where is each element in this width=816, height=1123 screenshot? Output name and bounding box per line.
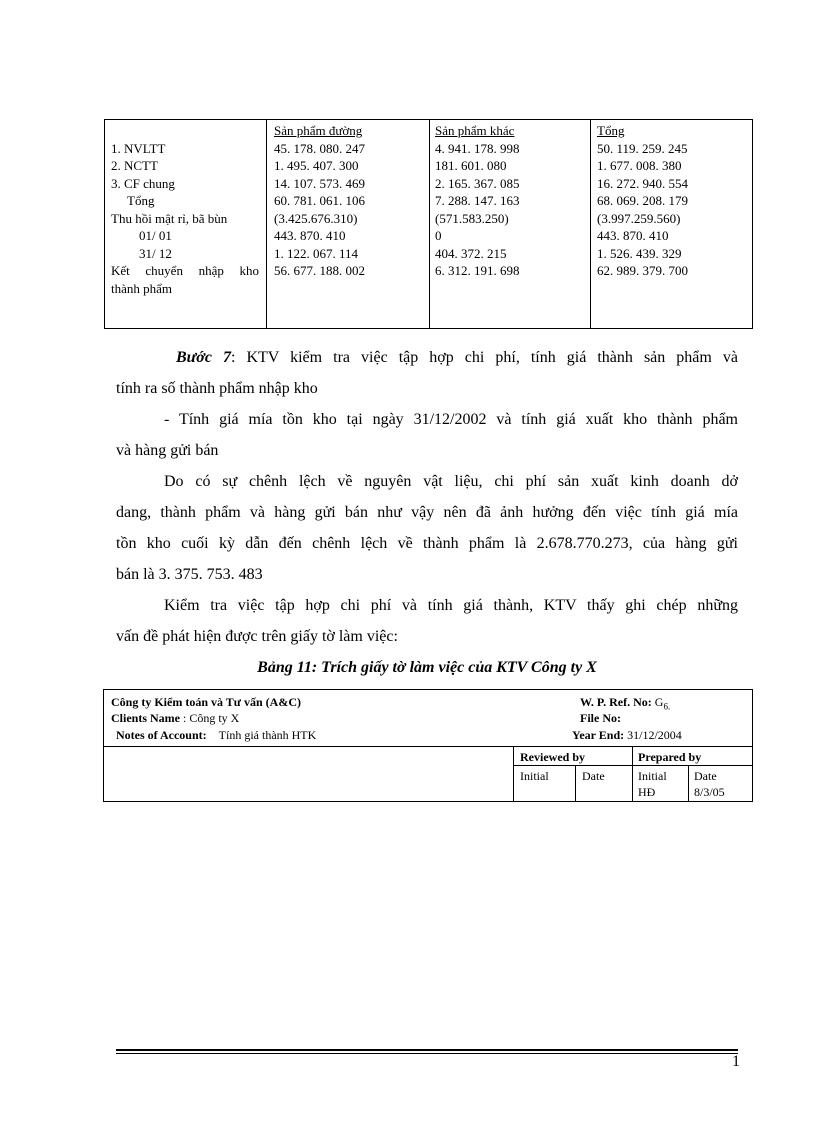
- row-label-tong: Tổng: [127, 193, 155, 208]
- column-divider: [590, 120, 591, 328]
- prepared-initial-value: HĐ: [638, 785, 656, 799]
- header-san-pham-khac: Sản phẩm khác: [435, 123, 515, 138]
- check-line1: Kiểm tra việc tập hợp chi phí và tính giá thành, KTV thấy ghi chép những: [164, 597, 738, 614]
- row-label-nctt: 2. NCTT: [111, 158, 158, 173]
- table-cell: 0: [435, 228, 442, 243]
- file-label: File No:: [580, 711, 621, 725]
- table-cell: 443. 870. 410: [597, 228, 669, 243]
- header-tong: Tổng: [597, 123, 625, 138]
- table-cell: 1. 495. 407. 300: [274, 158, 359, 173]
- divider: [513, 746, 514, 801]
- row-label-thanh-pham: thành phẩm: [111, 280, 173, 296]
- prepared-by-label: Prepared by: [638, 750, 702, 764]
- notes-label: Notes of Account:: [116, 728, 207, 742]
- clients-value: : Công ty X: [183, 711, 240, 725]
- divider: [513, 765, 752, 766]
- footer-rule: [116, 1049, 738, 1051]
- row-label-ket-chuyen: Kết chuyển nhập kho: [111, 263, 259, 278]
- table-cell: 45. 178. 080. 247: [274, 140, 365, 156]
- step7-label: Bước 7: [176, 349, 231, 366]
- step7-line1: : KTV kiểm tra việc tập hợp chi phí, tính giá thành sản phẩm và: [230, 349, 738, 366]
- cost-table: [104, 119, 753, 329]
- row-label-thu-hoi: Thu hồi mật rỉ, bã bùn: [111, 210, 228, 226]
- divider: [575, 765, 576, 801]
- table-cell: 7. 288. 147. 163: [435, 193, 520, 208]
- table-cell: 60. 781. 061. 106: [274, 193, 365, 208]
- diff-line3: tồn kho cuối kỳ dẫn đến chênh lệch về thành phẩm là 2.678.770.273, của hàng gửi: [116, 535, 738, 552]
- table-caption: Bảng 11: Trích giấy tờ làm việc của KTV Công ty X: [257, 659, 597, 676]
- check-paragraph: [116, 590, 738, 652]
- prepared-date-label: Date: [694, 769, 717, 783]
- table-cell: 1. 122. 067. 114: [274, 245, 359, 261]
- diff-line4: bán là 3. 375. 753. 483: [116, 566, 263, 583]
- workpaper-header-box: [103, 689, 753, 802]
- table-cell: (571.583.250): [435, 210, 509, 226]
- table-cell: 56. 677. 188. 002: [274, 263, 365, 278]
- row-label-0101: 01/ 01: [139, 228, 172, 243]
- divider: [688, 765, 689, 801]
- row-label-nvltt: 1. NVLTT: [111, 140, 166, 156]
- reviewed-by-label: Reviewed by: [520, 750, 585, 764]
- table-cell: 14. 107. 573. 469: [274, 175, 365, 191]
- notes-value: Tính giá thành HTK: [218, 728, 317, 742]
- reviewed-initial-label: Initial: [520, 769, 549, 783]
- table-cell: 6. 312. 191. 698: [435, 263, 520, 278]
- page-number: 1: [732, 1053, 740, 1070]
- reviewed-date-label: Date: [582, 769, 605, 783]
- table-cell: 404. 372. 215: [435, 245, 507, 261]
- table-cell: (3.425.676.310): [274, 210, 358, 226]
- table-cell: 68. 069. 208. 179: [597, 193, 688, 208]
- table-cell: (3.997.259.560): [597, 210, 681, 226]
- table-cell: 1. 677. 008. 380: [597, 158, 682, 173]
- row-label-cf-chung: 3. CF chung: [111, 175, 175, 191]
- year-label: Year End:: [572, 728, 625, 742]
- table-cell: 62. 989. 379. 700: [597, 263, 688, 278]
- header-san-pham-duong: Sản phẩm đường: [274, 123, 363, 138]
- ref-label: W. P. Ref. No:: [580, 695, 652, 709]
- table-cell: 2. 165. 367. 085: [435, 175, 520, 191]
- year-value: 31/12/2004: [627, 728, 682, 742]
- table-cell: 16. 272. 940. 554: [597, 175, 688, 191]
- column-divider: [266, 120, 267, 328]
- table-cell: 181. 601. 080: [435, 158, 507, 173]
- divider: [632, 746, 633, 801]
- bullet-line2: và hàng gửi bán: [116, 442, 219, 459]
- prepared-initial-label: Initial: [638, 769, 667, 783]
- column-divider: [429, 120, 430, 328]
- prepared-date-value: 8/3/05: [694, 785, 725, 799]
- ref-value: G: [654, 695, 664, 709]
- diff-line2: dang, thành phẩm và hàng gửi bán như vậy nên đã ảnh hưởng đến việc tính giá mía: [116, 504, 738, 521]
- footer-rule: [116, 1053, 738, 1054]
- table-cell: 50. 119. 259. 245: [597, 140, 688, 156]
- table-cell: 1. 526. 439. 329: [597, 245, 682, 261]
- company-name: Công ty Kiểm toán và Tư vấn (A&C): [111, 695, 301, 709]
- table-cell: 4. 941. 178. 998: [435, 140, 520, 156]
- row-label-3112: 31/ 12: [139, 245, 172, 261]
- ref-subscript: 6.: [663, 701, 671, 712]
- bullet-line1: - Tính giá mía tồn kho tại ngày 31/12/2002 và tính giá xuất kho thành phẩm: [164, 411, 738, 428]
- diff-line1: Do có sự chênh lệch về nguyên vật liệu, chi phí sản xuất kinh doanh dở: [164, 473, 738, 490]
- clients-label: Clients Name: [111, 711, 180, 725]
- step7-paragraph: [116, 342, 738, 404]
- step7-line2: tính ra số thành phẩm nhập kho: [116, 380, 318, 397]
- difference-paragraph: [116, 466, 738, 590]
- table-cell: 443. 870. 410: [274, 228, 346, 243]
- divider: [104, 746, 752, 747]
- check-line2: vấn đề phát hiện được trên giấy tờ làm việc:: [116, 628, 398, 645]
- bullet-paragraph: [116, 404, 738, 466]
